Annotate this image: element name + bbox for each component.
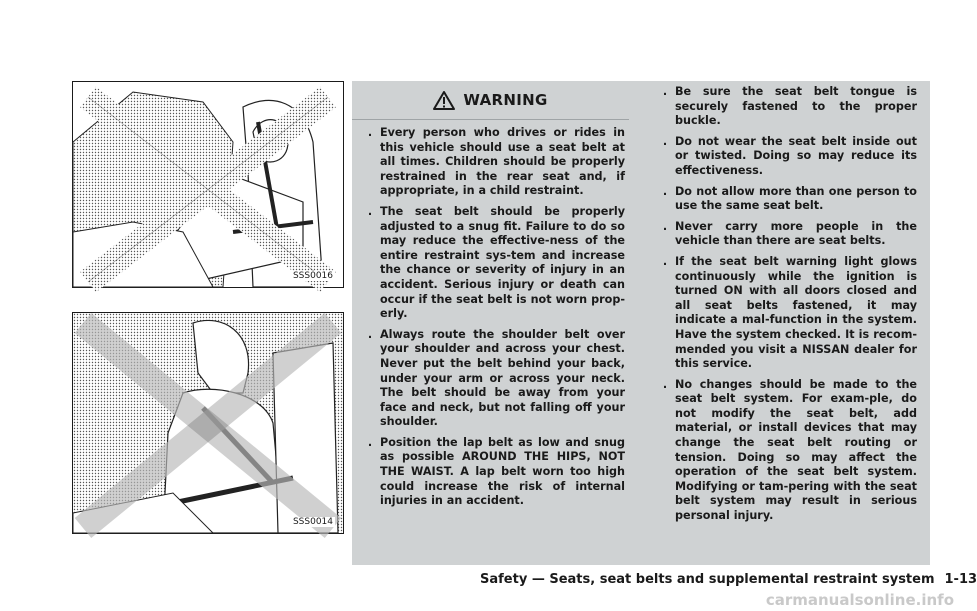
warning-header [352,81,629,120]
bullet: . [367,126,373,139]
list-item-text: The seat belt should be properly adjusted to a snug fit. Failure to do so may reduce the effective-ness of the entire restraint sys-tem and increase the chance or severity of injury in an accident. Serious injury or death can occur if the seat belt is not worn prop-erly. [380,204,625,321]
list-item-text: Every person who drives or rides in this vehicle should use a seat belt at all times. Children should be properly restrained in the rear seat and, if appropriate, in a child restraint. [380,126,625,198]
list-item [655,135,917,179]
warning-triangle-icon [433,91,455,110]
list-item-text: Be sure the seat belt tongue is securely fastened to the proper buckle. [675,85,917,128]
list-item [360,205,625,322]
list-item [655,185,917,214]
list-item-text: No changes should be made to the seat belt system. For exam-ple, do not modify the seat belt, add material, or install devices that may change the seat belt routing or tension. Doing so may affect the operation of the seat belt system. Modifying or tam-pering with the seat belt system may result in serious personal injury. [675,377,917,523]
list-item [655,85,917,129]
figure-code: SSS0014 [292,517,333,527]
list-item [360,126,625,199]
list-item [655,220,917,249]
warning-column-left [360,126,625,515]
list-item-text: Position the lap belt as low and snug as possible AROUND THE HIPS, NOT THE WAIST. A lap belt worn too high could increase the risk of internal injuries in an accident. [380,435,625,508]
warning-box [352,81,930,565]
list-item [360,328,625,430]
list-item-text: If the seat belt warning light glows continuously while the ignition is turned ON with all doors closed and all seat belts fastened, it may indicate a mal-function in the system. Have the system checked. It is recom-mended you visit a NISSAN dealer for this service. [675,254,917,371]
figure-drawing [73,313,343,533]
bullet: . [367,204,373,218]
bullet: . [367,435,373,449]
list-item [360,436,625,509]
bullet: . [662,85,668,98]
warning-column-right [655,85,917,530]
bullet: . [662,219,668,233]
list-item-text: Do not allow more than one person to use the same seat belt. [675,184,917,213]
section-title: Safety — Seats, seat belts and supplemental restraint system [480,572,935,587]
figure-drawing [73,82,343,287]
list-item-text: Do not wear the seat belt inside out or twisted. Doing so may reduce its effectiveness. [675,134,917,177]
bullet: . [662,377,668,391]
page-number: 1-13 [944,572,977,587]
illustration-incorrect-belt-2 [72,312,344,534]
figure-code: SSS0016 [292,271,333,281]
bullet: . [367,327,373,341]
illustration-incorrect-belt-1 [72,81,344,288]
page-footer [480,572,977,587]
list-item [655,255,917,372]
bullet: . [662,134,668,148]
watermark: carmanualsonline.info [765,591,954,609]
bullet: . [662,184,668,198]
list-item [655,378,917,524]
list-item-text: Never carry more people in the vehicle than there are seat belts. [675,219,917,248]
warning-title: WARNING [463,91,548,109]
bullet: . [662,254,668,268]
list-item-text: Always route the shoulder belt over your shoulder and across your chest. Never put the belt behind your back, under your arm or across your neck. The belt should be away from your face and neck, but not falling off your shoulder. [380,327,625,429]
